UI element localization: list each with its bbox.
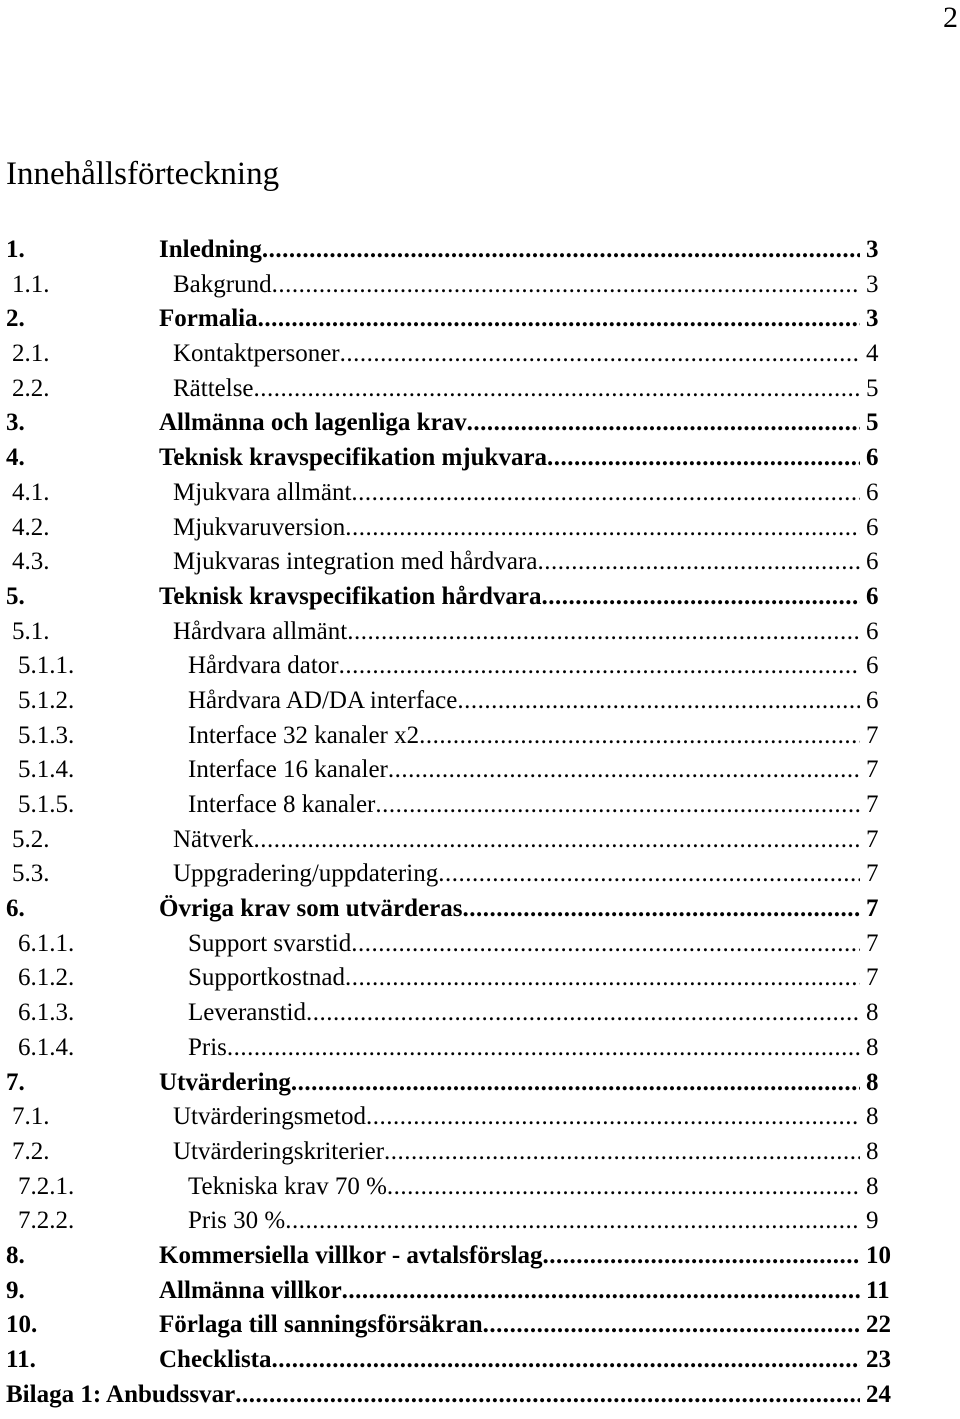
toc-entry-leader — [173, 268, 860, 303]
table-of-contents — [0, 233, 960, 1412]
toc-entry-leader — [173, 476, 860, 511]
toc-entry-page: 3 — [860, 302, 879, 337]
page-number: 2 — [943, 1, 958, 34]
dot-leader — [388, 753, 860, 788]
toc-entry-label: Förlaga till sanningsförsäkran — [159, 1308, 483, 1343]
toc-entry-label: Allmänna och lagenliga krav — [159, 406, 467, 441]
toc-entry[interactable] — [0, 996, 960, 1031]
toc-entry-page: 3 — [860, 268, 879, 303]
toc-entry-leader — [173, 615, 860, 650]
toc-entry-label: Mjukvaruversion — [173, 511, 345, 546]
toc-entry-page: 7 — [860, 823, 879, 858]
toc-entry[interactable] — [0, 1066, 960, 1101]
toc-entry-leader — [173, 511, 860, 546]
toc-entry-page: 6 — [860, 476, 879, 511]
toc-entry-leader — [188, 1031, 860, 1066]
toc-entry-leader — [159, 1239, 860, 1274]
toc-entry[interactable] — [0, 649, 960, 684]
toc-entry-label: Formalia — [159, 302, 258, 337]
toc-entry-label: Pris 30 % — [188, 1204, 285, 1239]
dot-leader — [340, 337, 860, 372]
dot-leader — [366, 1100, 860, 1135]
dot-leader — [457, 684, 860, 719]
toc-entry[interactable] — [0, 1100, 960, 1135]
toc-entry-leader — [159, 233, 860, 268]
toc-entry-page: 7 — [860, 857, 879, 892]
toc-entry-page: 7 — [860, 788, 879, 823]
toc-entry-leader — [173, 857, 860, 892]
dot-leader — [258, 302, 860, 337]
toc-entry[interactable] — [0, 1308, 960, 1343]
toc-entry-number: 7.2. — [12, 1137, 50, 1165]
toc-entry[interactable] — [0, 406, 960, 441]
toc-entry-page: 8 — [860, 1100, 879, 1135]
toc-entry-label: Hårdvara allmänt — [173, 615, 347, 650]
toc-entry-leader — [188, 1204, 860, 1239]
toc-entry-label: Teknisk kravspecifikation hårdvara — [159, 580, 541, 615]
toc-entry-page: 6 — [860, 580, 879, 615]
toc-entry[interactable] — [0, 961, 960, 996]
toc-entry-leader — [188, 753, 860, 788]
dot-leader — [462, 892, 860, 927]
toc-entry-number: 2. — [6, 305, 25, 333]
toc-entry-label: Checklista — [159, 1343, 272, 1378]
toc-entry-page: 11 — [860, 1274, 890, 1309]
toc-entry-label: Support svarstid — [188, 927, 351, 962]
toc-entry[interactable] — [0, 233, 960, 268]
toc-entry[interactable] — [0, 1204, 960, 1239]
toc-entry-leader — [188, 1170, 860, 1205]
toc-entry-page: 6 — [860, 441, 879, 476]
toc-entry[interactable] — [0, 372, 960, 407]
toc-entry-label: Övriga krav som utvärderas — [159, 892, 462, 927]
toc-entry-page: 7 — [860, 753, 879, 788]
toc-entry-leader — [188, 927, 860, 962]
toc-entry[interactable] — [0, 511, 960, 546]
dot-leader — [483, 1308, 860, 1343]
toc-entry-leader — [173, 372, 860, 407]
toc-entry-number: 4.1. — [12, 478, 50, 506]
toc-entry-page: 8 — [860, 1170, 879, 1205]
toc-entry-leader — [188, 788, 860, 823]
toc-entry-number: 10. — [6, 1311, 38, 1339]
dot-leader — [339, 649, 860, 684]
toc-entry-label: Rättelse — [173, 372, 254, 407]
toc-entry-label: Utvärderingskriterier — [173, 1135, 384, 1170]
toc-entry[interactable] — [0, 788, 960, 823]
toc-entry-leader — [6, 1378, 860, 1413]
toc-entry-label: Mjukvara allmänt — [173, 476, 351, 511]
toc-entry[interactable] — [0, 268, 960, 303]
toc-entry[interactable] — [0, 892, 960, 927]
toc-entry-label: Bakgrund — [173, 268, 272, 303]
toc-entry-page: 7 — [860, 961, 879, 996]
toc-entry-page: 6 — [860, 511, 879, 546]
toc-entry-label: Allmänna villkor — [159, 1274, 342, 1309]
toc-entry-number: 6.1.2. — [18, 964, 75, 992]
toc-entry-number: 5.1.4. — [18, 756, 75, 784]
dot-leader — [347, 615, 860, 650]
dot-leader — [345, 511, 860, 546]
toc-entry-label: Supportkostnad — [188, 961, 345, 996]
toc-entry[interactable] — [0, 1031, 960, 1066]
toc-entry[interactable] — [0, 1378, 960, 1413]
toc-entry-page: 6 — [860, 615, 879, 650]
dot-leader — [342, 1274, 860, 1309]
toc-entry-number: 11. — [6, 1346, 36, 1373]
toc-entry[interactable] — [0, 1343, 960, 1378]
toc-entry-number: 1.1. — [12, 270, 50, 298]
toc-entry-label: Kontaktpersoner — [173, 337, 340, 372]
dot-leader — [541, 580, 860, 615]
toc-entry-page: 8 — [860, 1066, 879, 1101]
toc-entry-page: 22 — [860, 1308, 891, 1343]
toc-entry-leader — [159, 1066, 860, 1101]
toc-entry-label: Interface 16 kanaler — [188, 753, 388, 788]
toc-entry-page: 3 — [860, 233, 879, 268]
toc-entry-leader — [188, 649, 860, 684]
toc-entry-page: 8 — [860, 996, 879, 1031]
toc-entry-number: 5.1.3. — [18, 721, 75, 749]
toc-entry-number: 5.1.5. — [18, 791, 75, 818]
toc-entry-number: 4. — [6, 444, 25, 472]
toc-entry-number: 1. — [6, 236, 25, 263]
dot-leader — [306, 996, 860, 1031]
toc-entry-page: 24 — [860, 1378, 891, 1413]
toc-entry-number: 6.1.3. — [18, 999, 75, 1027]
toc-entry-number: 2.2. — [12, 374, 50, 402]
toc-entry-leader — [188, 719, 860, 754]
toc-entry-leader — [188, 684, 860, 719]
toc-entry-label: Bilaga 1: Anbudssvar — [6, 1378, 235, 1413]
toc-entry-label: Inledning — [159, 233, 262, 268]
toc-entry-number: 5. — [6, 582, 25, 610]
toc-entry-page: 6 — [860, 545, 879, 580]
toc-title: Innehållsförteckning — [6, 156, 280, 192]
dot-leader — [254, 372, 860, 407]
toc-entry-label: Teknisk kravspecifikation mjukvara — [159, 441, 547, 476]
toc-entry-number: 4.3. — [12, 548, 50, 576]
toc-entry-page: 7 — [860, 927, 879, 962]
toc-entry-leader — [159, 302, 860, 337]
dot-leader — [547, 441, 860, 476]
toc-entry-leader — [159, 580, 860, 615]
toc-entry-number: 2.1. — [12, 340, 50, 368]
toc-entry-leader — [173, 823, 860, 858]
dot-leader — [537, 545, 860, 580]
toc-entry-leader — [173, 1100, 860, 1135]
toc-entry[interactable] — [0, 302, 960, 337]
dot-leader — [272, 1343, 861, 1378]
toc-entry-number: 4.2. — [12, 513, 50, 541]
toc-entry-number: 7. — [6, 1068, 25, 1096]
dot-leader — [285, 1204, 860, 1239]
dot-leader — [345, 961, 860, 996]
toc-entry-number: 7.1. — [12, 1103, 50, 1131]
toc-entry-number: 5.1.1. — [18, 652, 75, 680]
toc-entry[interactable] — [0, 1239, 960, 1274]
toc-entry-page: 7 — [860, 892, 879, 927]
toc-entry[interactable] — [0, 1274, 960, 1309]
toc-entry-number: 8. — [6, 1241, 25, 1269]
toc-entry[interactable] — [0, 545, 960, 580]
toc-entry-label: Pris — [188, 1031, 227, 1066]
dot-leader — [235, 1378, 860, 1413]
toc-entry-label: Uppgradering/uppdatering — [173, 857, 438, 892]
dot-leader — [291, 1066, 860, 1101]
toc-entry-label: Tekniska krav 70 % — [188, 1170, 387, 1205]
dot-leader — [351, 476, 860, 511]
toc-entry-leader — [159, 406, 860, 441]
toc-entry-label: Hårdvara AD/DA interface — [188, 684, 457, 719]
toc-entry-label: Utvärdering — [159, 1066, 291, 1101]
toc-entry-page: 6 — [860, 649, 879, 684]
dot-leader — [387, 1170, 860, 1205]
dot-leader — [438, 857, 860, 892]
toc-entry[interactable] — [0, 615, 960, 650]
toc-entry-leader — [173, 1135, 860, 1170]
toc-entry-page: 5 — [860, 406, 879, 441]
toc-entry-leader — [159, 1274, 860, 1309]
toc-entry-leader — [159, 1343, 860, 1378]
toc-entry-label: Nätverk — [173, 823, 254, 858]
dot-leader — [262, 233, 860, 268]
toc-entry-leader — [159, 1308, 860, 1343]
toc-entry-page: 10 — [860, 1239, 891, 1274]
toc-entry-leader — [173, 337, 860, 372]
toc-entry-label: Interface 8 kanaler — [188, 788, 375, 823]
toc-entry[interactable] — [0, 1170, 960, 1205]
dot-leader — [543, 1239, 860, 1274]
toc-entry-leader — [188, 961, 860, 996]
dot-leader — [254, 823, 860, 858]
toc-entry[interactable] — [0, 1135, 960, 1170]
dot-leader — [351, 927, 860, 962]
toc-entry[interactable] — [0, 823, 960, 858]
toc-entry-page: 23 — [860, 1343, 891, 1378]
toc-entry[interactable] — [0, 441, 960, 476]
toc-entry[interactable] — [0, 337, 960, 372]
toc-entry-number: 5.1.2. — [18, 686, 75, 714]
toc-entry-label: Hårdvara dator — [188, 649, 339, 684]
toc-entry-page: 5 — [860, 372, 879, 407]
toc-entry-number: 6. — [6, 895, 25, 923]
dot-leader — [227, 1031, 860, 1066]
toc-entry[interactable] — [0, 684, 960, 719]
toc-entry[interactable] — [0, 719, 960, 754]
toc-entry-label: Mjukvaras integration med hårdvara — [173, 545, 537, 580]
toc-entry-number: 5.1. — [12, 617, 50, 645]
dot-leader — [419, 719, 860, 754]
toc-entry-leader — [188, 996, 860, 1031]
dot-leader — [384, 1135, 860, 1170]
toc-entry[interactable] — [0, 476, 960, 511]
toc-entry-page: 9 — [860, 1204, 879, 1239]
toc-entry[interactable] — [0, 753, 960, 788]
toc-entry-page: 6 — [860, 684, 879, 719]
toc-entry-label: Kommersiella villkor - avtalsförslag — [159, 1239, 543, 1274]
toc-entry-number: 5.3. — [12, 860, 50, 888]
toc-entry-number: 3. — [6, 409, 25, 437]
toc-entry-number: 6.1.1. — [18, 929, 75, 957]
toc-entry-leader — [173, 545, 860, 580]
toc-entry-number: 7.2.2. — [18, 1207, 75, 1235]
toc-entry[interactable] — [0, 580, 960, 615]
dot-leader — [375, 788, 860, 823]
toc-entry-label: Leveranstid — [188, 996, 306, 1031]
toc-entry-leader — [159, 441, 860, 476]
toc-entry-label: Utvärderingsmetod — [173, 1100, 366, 1135]
dot-leader — [467, 406, 860, 441]
toc-entry-leader — [159, 892, 860, 927]
toc-entry-label: Interface 32 kanaler x2 — [188, 719, 419, 754]
toc-entry[interactable] — [0, 927, 960, 962]
toc-entry-page: 4 — [860, 337, 879, 372]
toc-entry-number: 5.2. — [12, 825, 50, 853]
toc-entry[interactable] — [0, 857, 960, 892]
dot-leader — [272, 268, 860, 303]
toc-entry-page: 8 — [860, 1135, 879, 1170]
toc-entry-page: 7 — [860, 719, 879, 754]
toc-entry-number: 6.1.4. — [18, 1033, 75, 1061]
toc-entry-page: 8 — [860, 1031, 879, 1066]
toc-entry-number: 7.2.1. — [18, 1172, 75, 1200]
toc-entry-number: 9. — [6, 1276, 25, 1304]
